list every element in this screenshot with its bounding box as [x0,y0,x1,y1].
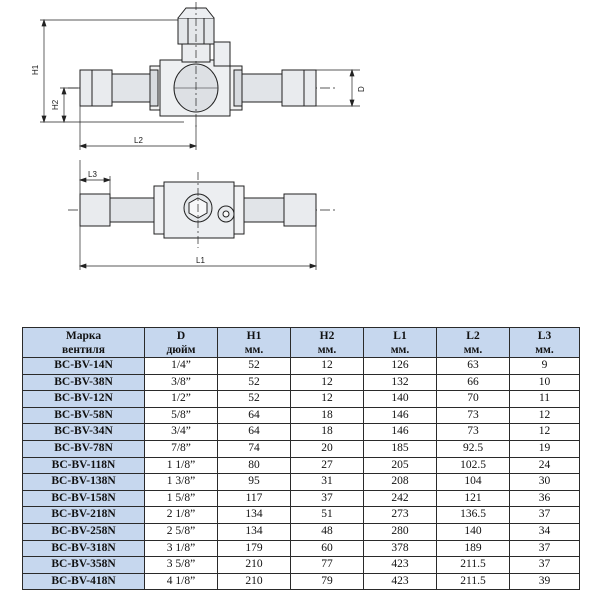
cell-model: BC-BV-14N [23,358,145,375]
cell-d: 2 5/8” [145,523,218,540]
table-row [23,540,580,557]
cell-l2: 73 [437,407,510,424]
cell-l2: 63 [437,358,510,375]
cell-l3: 12 [510,424,580,441]
cell-l3: 11 [510,391,580,408]
cell-l2: 92.5 [437,440,510,457]
cell-l3: 36 [510,490,580,507]
cell-h1: 52 [218,374,291,391]
cell-h2: 77 [291,557,364,574]
cell-h2: 18 [291,424,364,441]
cell-l1: 132 [364,374,437,391]
cell-h1: 210 [218,573,291,590]
cell-l1: 273 [364,507,437,524]
cell-l3: 37 [510,540,580,557]
cell-d: 7/8” [145,440,218,457]
header-d: D дюйм [145,328,218,358]
cell-d: 3 1/8” [145,540,218,557]
cell-l3: 37 [510,507,580,524]
table-row [23,391,580,408]
cell-l2: 70 [437,391,510,408]
cell-d: 3/4” [145,424,218,441]
cell-d: 4 1/8” [145,573,218,590]
cell-d: 1/2” [145,391,218,408]
cell-h2: 48 [291,523,364,540]
header-l3: L3 мм. [510,328,580,358]
cell-h1: 80 [218,457,291,474]
dim-label-l3: L3 [88,170,97,179]
header-model: Марка вентиля [23,328,145,358]
cell-l1: 126 [364,358,437,375]
dim-label-h2: H2 [51,99,60,110]
cell-model: BC-BV-218N [23,507,145,524]
dim-label-h1: H1 [31,64,40,75]
cell-l1: 208 [364,474,437,491]
cell-l2: 121 [437,490,510,507]
cell-l3: 19 [510,440,580,457]
table-row [23,424,580,441]
cell-h1: 210 [218,557,291,574]
table-row [23,573,580,590]
table-row [23,523,580,540]
cell-model: BC-BV-78N [23,440,145,457]
cell-h2: 51 [291,507,364,524]
cell-h2: 79 [291,573,364,590]
table-row [23,440,580,457]
table-row [23,507,580,524]
cell-model: BC-BV-158N [23,490,145,507]
cell-model: BC-BV-418N [23,573,145,590]
cell-d: 1 5/8” [145,490,218,507]
header-h2: H2 мм. [291,328,364,358]
cell-l1: 378 [364,540,437,557]
cell-l2: 136.5 [437,507,510,524]
cell-h2: 12 [291,391,364,408]
cell-l2: 211.5 [437,573,510,590]
cell-h1: 52 [218,391,291,408]
cell-l3: 12 [510,407,580,424]
cell-h1: 117 [218,490,291,507]
cell-l3: 37 [510,557,580,574]
cell-h1: 95 [218,474,291,491]
table-row [23,457,580,474]
cell-h2: 12 [291,374,364,391]
table-header-row [23,328,580,358]
cell-l2: 211.5 [437,557,510,574]
cell-h2: 12 [291,358,364,375]
cell-model: BC-BV-38N [23,374,145,391]
cell-l3: 30 [510,474,580,491]
cell-l3: 10 [510,374,580,391]
cell-l1: 423 [364,573,437,590]
dim-label-l2: L2 [134,136,143,145]
cell-h1: 64 [218,424,291,441]
cell-l2: 66 [437,374,510,391]
cell-h2: 37 [291,490,364,507]
cell-l3: 34 [510,523,580,540]
cell-h2: 31 [291,474,364,491]
cell-model: BC-BV-138N [23,474,145,491]
cell-l1: 205 [364,457,437,474]
cell-d: 1/4” [145,358,218,375]
cell-h1: 179 [218,540,291,557]
cell-model: BC-BV-318N [23,540,145,557]
valve-side-view [68,2,335,128]
cell-l2: 73 [437,424,510,441]
cell-l2: 140 [437,523,510,540]
header-l2: L2 мм. [437,328,510,358]
cell-d: 1 1/8” [145,457,218,474]
valve-spec-table [22,327,580,590]
cell-l3: 39 [510,573,580,590]
cell-h1: 64 [218,407,291,424]
table-row [23,557,580,574]
cell-l2: 104 [437,474,510,491]
valve-top-view [68,172,335,248]
cell-l2: 102.5 [437,457,510,474]
table-row [23,358,580,375]
header-l1: L1 мм. [364,328,437,358]
table-row [23,474,580,491]
cell-d: 3 5/8” [145,557,218,574]
cell-l1: 423 [364,557,437,574]
cell-d: 5/8” [145,407,218,424]
header-h1: H1 мм. [218,328,291,358]
cell-l1: 185 [364,440,437,457]
dim-label-l1: L1 [196,256,205,265]
dim-label-d: D [357,86,366,92]
table-row [23,374,580,391]
cell-model: BC-BV-12N [23,391,145,408]
cell-h2: 20 [291,440,364,457]
cell-model: BC-BV-58N [23,407,145,424]
cell-h1: 134 [218,523,291,540]
cell-l3: 24 [510,457,580,474]
cell-h1: 74 [218,440,291,457]
cell-l2: 189 [437,540,510,557]
table-row [23,490,580,507]
cell-d: 1 3/8” [145,474,218,491]
cell-h2: 60 [291,540,364,557]
cell-l1: 242 [364,490,437,507]
cell-model: BC-BV-118N [23,457,145,474]
cell-l1: 146 [364,424,437,441]
cell-l1: 140 [364,391,437,408]
cell-model: BC-BV-34N [23,424,145,441]
table-row [23,407,580,424]
cell-h2: 27 [291,457,364,474]
cell-l3: 9 [510,358,580,375]
cell-l1: 280 [364,523,437,540]
cell-model: BC-BV-258N [23,523,145,540]
cell-d: 2 1/8” [145,507,218,524]
cell-d: 3/8” [145,374,218,391]
cell-model: BC-BV-358N [23,557,145,574]
cell-h1: 52 [218,358,291,375]
cell-h1: 134 [218,507,291,524]
cell-l1: 146 [364,407,437,424]
cell-h2: 18 [291,407,364,424]
